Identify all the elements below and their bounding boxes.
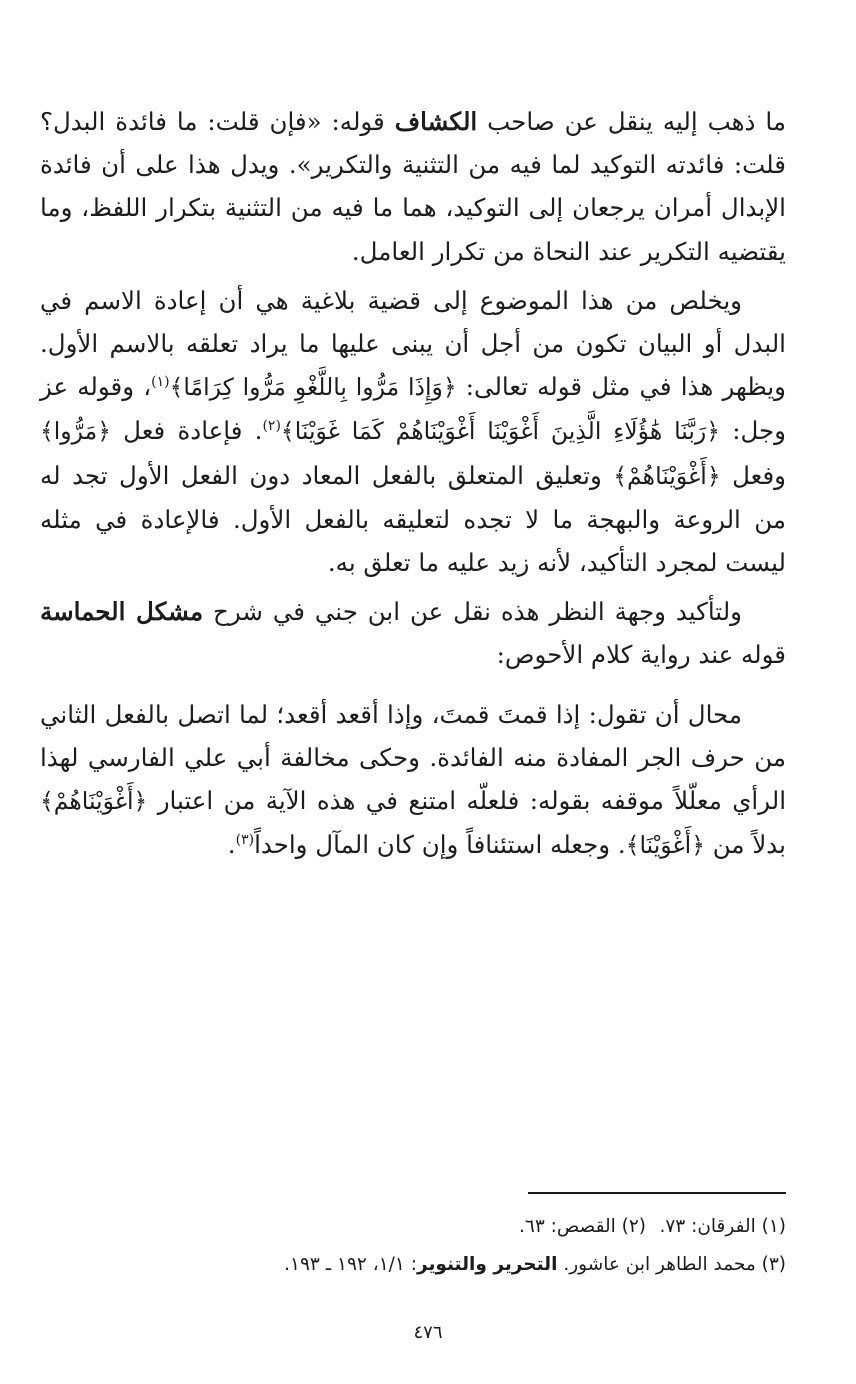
footnotes — [40, 1210, 786, 1286]
quran-verse: ﴿رَبَّنَا هَٰؤُلَاءِ الَّذِينَ أَغْوَيْنَا أَغْوَيْنَاهُمْ كَمَا غَوَيْنَا﴾ — [280, 417, 720, 446]
footnote-row — [40, 1248, 786, 1286]
paragraph-2 — [40, 279, 786, 584]
text-run: ، وقوله عز وجل: — [40, 372, 786, 446]
quran-verse: ﴿وَإِذَا مَرُّوا بِاللَّغْوِ مَرُّوا كِرَامًا﴾ — [169, 373, 457, 402]
footnote-1: (١) الفرقان: ٧٣. — [659, 1216, 786, 1237]
text-run: وفعل — [720, 460, 786, 490]
book-title-mushkil: مشكل الحماسة — [40, 597, 204, 627]
text-run: ويخلص من هذا الموضوع إلى قضية بلاغية هي أن إعادة الاسم في البدل أو البيان تكون من أجل أن يبنى عليها ما يراد تعلقه بالاسم الأول. ويظهر هذا في مثل قوله تعالى: — [40, 285, 786, 402]
paragraph-3 — [40, 590, 786, 676]
footnote-separator — [528, 1192, 786, 1194]
text-run: ما ذهب إليه ينقل عن صاحب — [477, 107, 786, 136]
text-run: . — [227, 830, 236, 860]
footnote-marker-2[interactable]: (٢) — [262, 418, 281, 435]
footnote-marker-3[interactable]: (٣) — [235, 832, 255, 849]
text-run: (٣) محمد الطاهر ابن عاشور. — [557, 1254, 786, 1275]
text-run: قوله: «فإن قلت: ما فائدة البدل؟ قلت: فائدته التوكيد لما فيه من التثنية والتكرير». ويدل هذا على أن فائدة الإبدال أمران يرجعان إلى التوكيد، هما ما فيه من التثنية بتكرار اللفظ، وما يقتضيه التكرير عند النحاة من تكرار العامل. — [40, 107, 786, 266]
quran-word: ﴿أَغْوَيْنَا﴾ — [625, 831, 705, 860]
page-number: ٤٧٦ — [413, 1322, 443, 1343]
text-run: وتعليق المتعلق بالفعل المعاد دون الفعل الأول تجد له من الروعة والبهجة ما لا تجده لتعليقه بالفعل الأول. فالإعادة في مثله ليست لمجرد التأكيد، لأنه زيد عليه ما تعلق به. — [40, 460, 786, 578]
book-title-tahrir: التحرير والتنوير — [416, 1254, 558, 1275]
quran-word: ﴿أَغْوَيْنَاهُمْ﴾ — [613, 461, 721, 490]
text-run: : ١/١، ١٩٢ ـ ١٩٣. — [284, 1254, 417, 1275]
footnote-marker-1[interactable]: (١) — [151, 374, 170, 391]
footnote-row — [40, 1210, 786, 1248]
paragraph-1 — [40, 100, 786, 273]
text-run: قوله عند رواية كلام الأحوص: — [496, 640, 786, 670]
page-body — [40, 100, 786, 873]
text-run: بدلاً من — [704, 830, 786, 860]
book-title-kashshaf: الكشاف — [394, 107, 478, 136]
text-run: . وجعله استئنافاً وإن كان المآل واحداً — [254, 830, 626, 860]
text-run: محال أن تقول: إذا قمتَ قمتَ، وإذا أقعد أقعد؛ لما اتصل بالفعل الثاني من حرف الجر المفادة منه الفائدة. وحكى مخالفة أبي علي الفارسي لهذا الرأي معلّلاً موقفه بقوله: فلعلّه امتنع في هذه الآية من اعتبار — [40, 699, 786, 816]
text-run: ولتأكيد وجهة النظر هذه نقل عن ابن جني في شرح — [203, 597, 742, 627]
text-run: . فإعادة فعل — [110, 416, 263, 446]
quran-word: ﴿أَغْوَيْنَاهُمْ﴾ — [40, 787, 148, 816]
paragraph-4 — [40, 693, 786, 868]
quran-word: ﴿مَرُّوا﴾ — [40, 417, 111, 446]
footnote-3 — [284, 1248, 786, 1286]
footnote-2: (٢) القصص: ٦٣. — [519, 1216, 646, 1237]
